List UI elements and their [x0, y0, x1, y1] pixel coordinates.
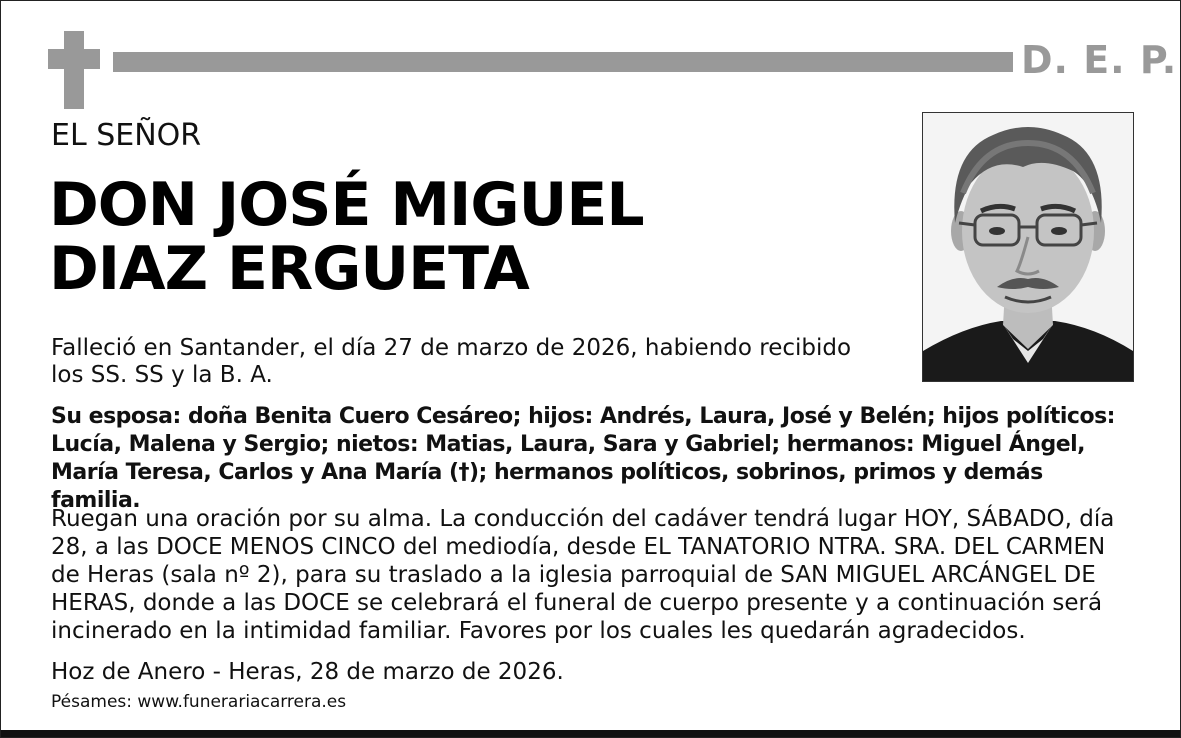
portrait-photo [922, 112, 1134, 382]
condolences-link: Pésames: www.funerariacarrera.es [51, 692, 347, 712]
portrait-icon [923, 113, 1133, 381]
name-line-1: DON JOSÉ MIGUEL [49, 170, 644, 240]
family-text: Su esposa: doña Benita Cuero Cesáreo; hijos: Andrés, Laura, José y Belén; hijos políticos: Lucía, Malena y Sergio; nietos: Matias, Laura, Sara y Gabriel; hermanos: Miguel Ángel, María Teresa, Carlos y Ana María (†); hermanos políticos, sobrinos, primos y demás familia. [51, 404, 1115, 513]
deceased-name [49, 170, 644, 304]
ceremony-text: Ruegan una oración por su alma. La conducción del cadáver tendrá lugar HOY, SÁBADO, día 28, a las DOCE MENOS CINCO del mediodía, desde EL TANATORIO NTRA. SRA. DEL CARMEN de Heras (sala nº 2), para su traslado a la iglesia parroquial de SAN MIGUEL ARCÁNGEL DE HERAS, donde a las DOCE se celebrará el funeral de cuerpo presente y a continuación será incinerado en la intimidad familiar. Favores por los cuales les quedarán agradecidos. [51, 506, 1115, 644]
cross-icon [48, 31, 100, 109]
place-date: Hoz de Anero - Heras, 28 de marzo de 2026. [51, 659, 564, 685]
header-rule [113, 52, 1013, 72]
dep-label: D. E. P. [1021, 38, 1178, 82]
name-line-2: DIAZ ERGUETA [49, 234, 529, 304]
honorific: EL SEÑOR [51, 118, 202, 153]
death-text: Falleció en Santander, el día 27 de marzo de 2026, habiendo recibido los SS. SS y la B. A. [51, 335, 852, 388]
bottom-border [1, 730, 1180, 737]
